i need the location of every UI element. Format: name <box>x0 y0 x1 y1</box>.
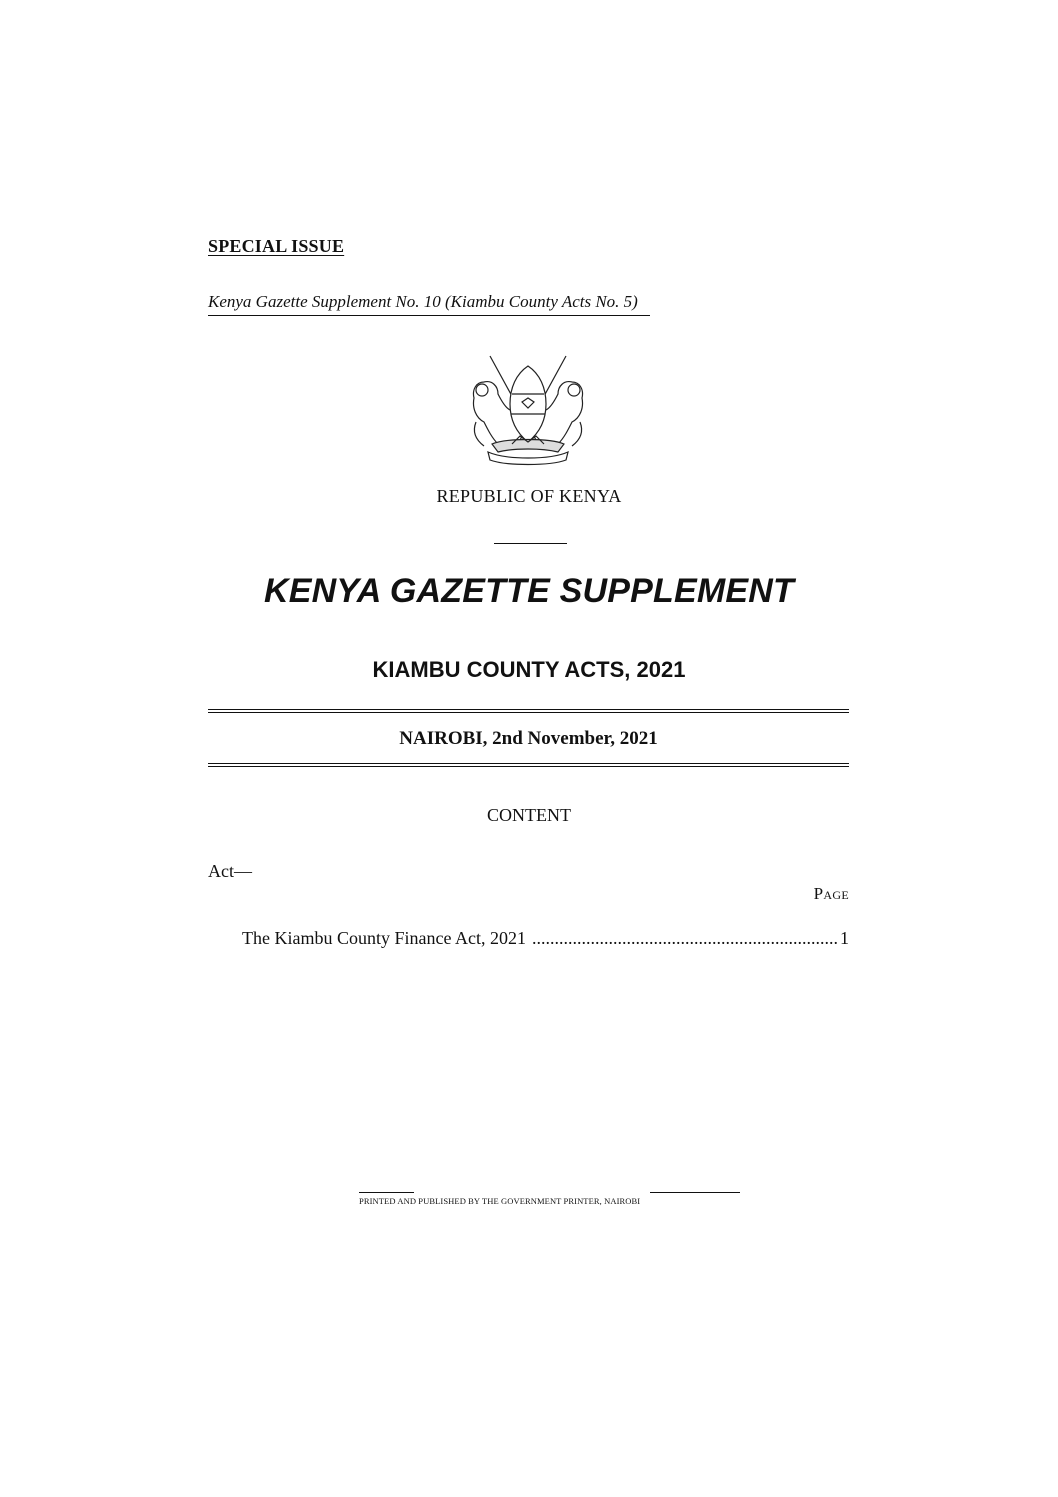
acts-subtitle: KIAMBU COUNTY ACTS, 2021 <box>372 657 686 682</box>
divider <box>494 543 567 544</box>
republic-label: REPUBLIC OF KENYA <box>436 486 622 506</box>
gazette-title: KENYA GAZETTE SUPPLEMENT <box>264 572 794 610</box>
kenya-coat-of-arms-icon <box>462 352 594 468</box>
double-rule-bottom <box>208 763 849 767</box>
toc-entry-page: 1 <box>840 928 849 948</box>
dot-leader <box>532 928 838 949</box>
footer-rule-left <box>359 1192 414 1193</box>
page-column-label: Page <box>813 884 849 903</box>
printer-imprint: PRINTED AND PUBLISHED BY THE GOVERNMENT PRINTER, NAIROBI <box>359 1196 641 1206</box>
contents-heading: CONTENT <box>487 805 571 825</box>
act-label: Act— <box>208 861 252 881</box>
double-rule-top <box>208 709 849 713</box>
special-issue-heading: SPECIAL ISSUE <box>208 236 345 256</box>
toc-entry-title: The Kiambu County Finance Act, 2021 <box>242 928 526 948</box>
footer-rule-right <box>650 1192 740 1193</box>
toc-entry <box>242 928 849 949</box>
date-line: NAIROBI, 2nd November, 2021 <box>399 728 658 749</box>
supplement-reference: Kenya Gazette Supplement No. 10 (Kiambu County Acts No. 5) <box>208 292 650 316</box>
